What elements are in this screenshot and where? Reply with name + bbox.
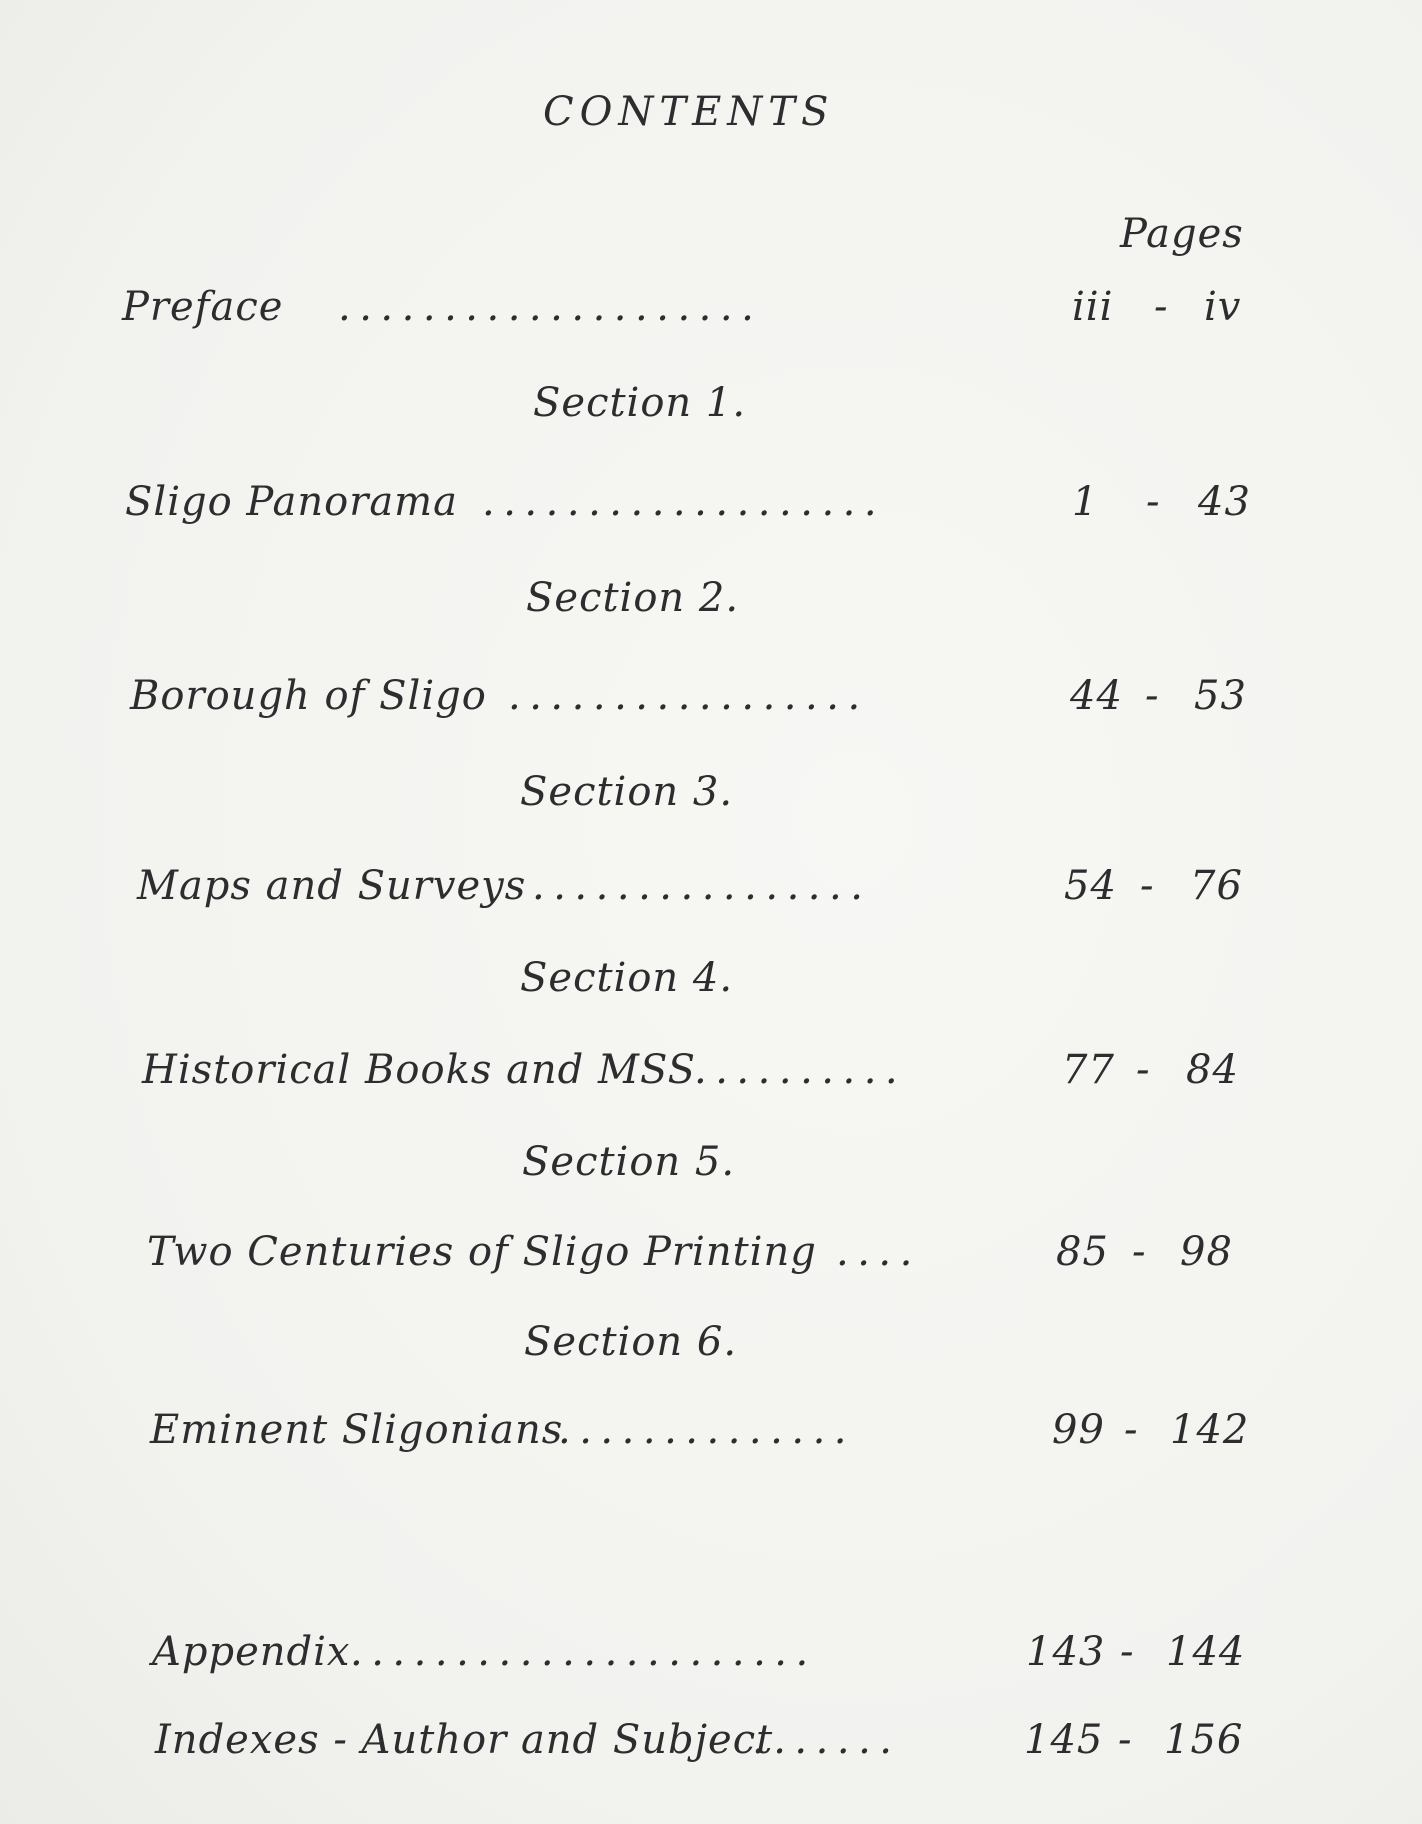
entry-preface-end-page: iv [1204, 284, 1242, 330]
page-title: CONTENTS [543, 89, 835, 135]
entry-section-1-end-page: 43 [1198, 479, 1251, 525]
entry-section-6-leader: .............. [558, 1407, 856, 1453]
entry-section-2-end-page: 53 [1194, 673, 1247, 719]
section-1-heading: Section 1. [533, 380, 747, 426]
entry-section-3-end-page: 76 [1190, 863, 1243, 909]
entry-section-3-leader: ................ [532, 863, 872, 909]
entry-section-4-label: Historical Books and MSS [142, 1047, 697, 1093]
section-2-heading: Section 2. [526, 575, 740, 621]
entry-indexes-label: Indexes - Author and Subject [155, 1717, 774, 1763]
entry-appendix-leader: ...................... [350, 1629, 817, 1675]
entry-section-1-label: Sligo Panorama [125, 479, 458, 525]
entry-section-5-label: Two Centuries of Sligo Printing [147, 1229, 817, 1275]
entry-section-4-leader: .......... [694, 1047, 907, 1093]
entry-section-4-end-page: 84 [1186, 1047, 1239, 1093]
section-4-heading: Section 4. [520, 955, 734, 1001]
pages-column-header: Pages [1120, 211, 1244, 257]
entry-section-6-end-page: 142 [1170, 1407, 1250, 1453]
entry-section-6-label: Eminent Sligonians [150, 1407, 564, 1453]
entry-section-5-end-page: 98 [1180, 1229, 1233, 1275]
entry-section-4-dash: - [1136, 1047, 1151, 1093]
entry-section-2-start-page: 44 [1070, 673, 1123, 719]
entry-indexes-leader: ....... [752, 1717, 901, 1763]
entry-section-6-start-page: 99 [1052, 1407, 1105, 1453]
entry-section-3-label: Maps and Surveys [137, 863, 527, 909]
entry-preface-leader: .................... [338, 284, 763, 330]
entry-section-1-dash: - [1146, 479, 1161, 525]
entry-indexes-dash: - [1118, 1717, 1133, 1763]
entry-section-4-start-page: 77 [1062, 1047, 1115, 1093]
entry-section-1-start-page: 1 [1072, 479, 1099, 525]
entry-section-6-dash: - [1124, 1407, 1139, 1453]
section-6-heading: Section 6. [524, 1319, 738, 1365]
entry-section-5-leader: .... [836, 1229, 921, 1275]
entry-section-2-dash: - [1145, 673, 1160, 719]
entry-preface-dash: - [1154, 284, 1169, 330]
entry-appendix-label: Appendix [152, 1629, 351, 1675]
entry-appendix-end-page: 144 [1166, 1629, 1246, 1675]
section-5-heading: Section 5. [522, 1139, 736, 1185]
entry-preface-label: Preface [122, 284, 284, 330]
entry-indexes-start-page: 145 [1024, 1717, 1104, 1763]
entry-section-5-start-page: 85 [1056, 1229, 1109, 1275]
entry-section-3-dash: - [1140, 863, 1155, 909]
entry-section-1-leader: ................... [482, 479, 886, 525]
entry-section-2-leader: ................. [508, 673, 869, 719]
entry-section-5-dash: - [1132, 1229, 1147, 1275]
entry-preface-start-page: iii [1072, 284, 1114, 330]
entry-section-2-label: Borough of Sligo [130, 673, 487, 719]
entry-appendix-start-page: 143 [1026, 1629, 1106, 1675]
entry-appendix-dash: - [1120, 1629, 1135, 1675]
entry-indexes-end-page: 156 [1164, 1717, 1244, 1763]
entry-section-3-start-page: 54 [1064, 863, 1117, 909]
section-3-heading: Section 3. [520, 769, 734, 815]
